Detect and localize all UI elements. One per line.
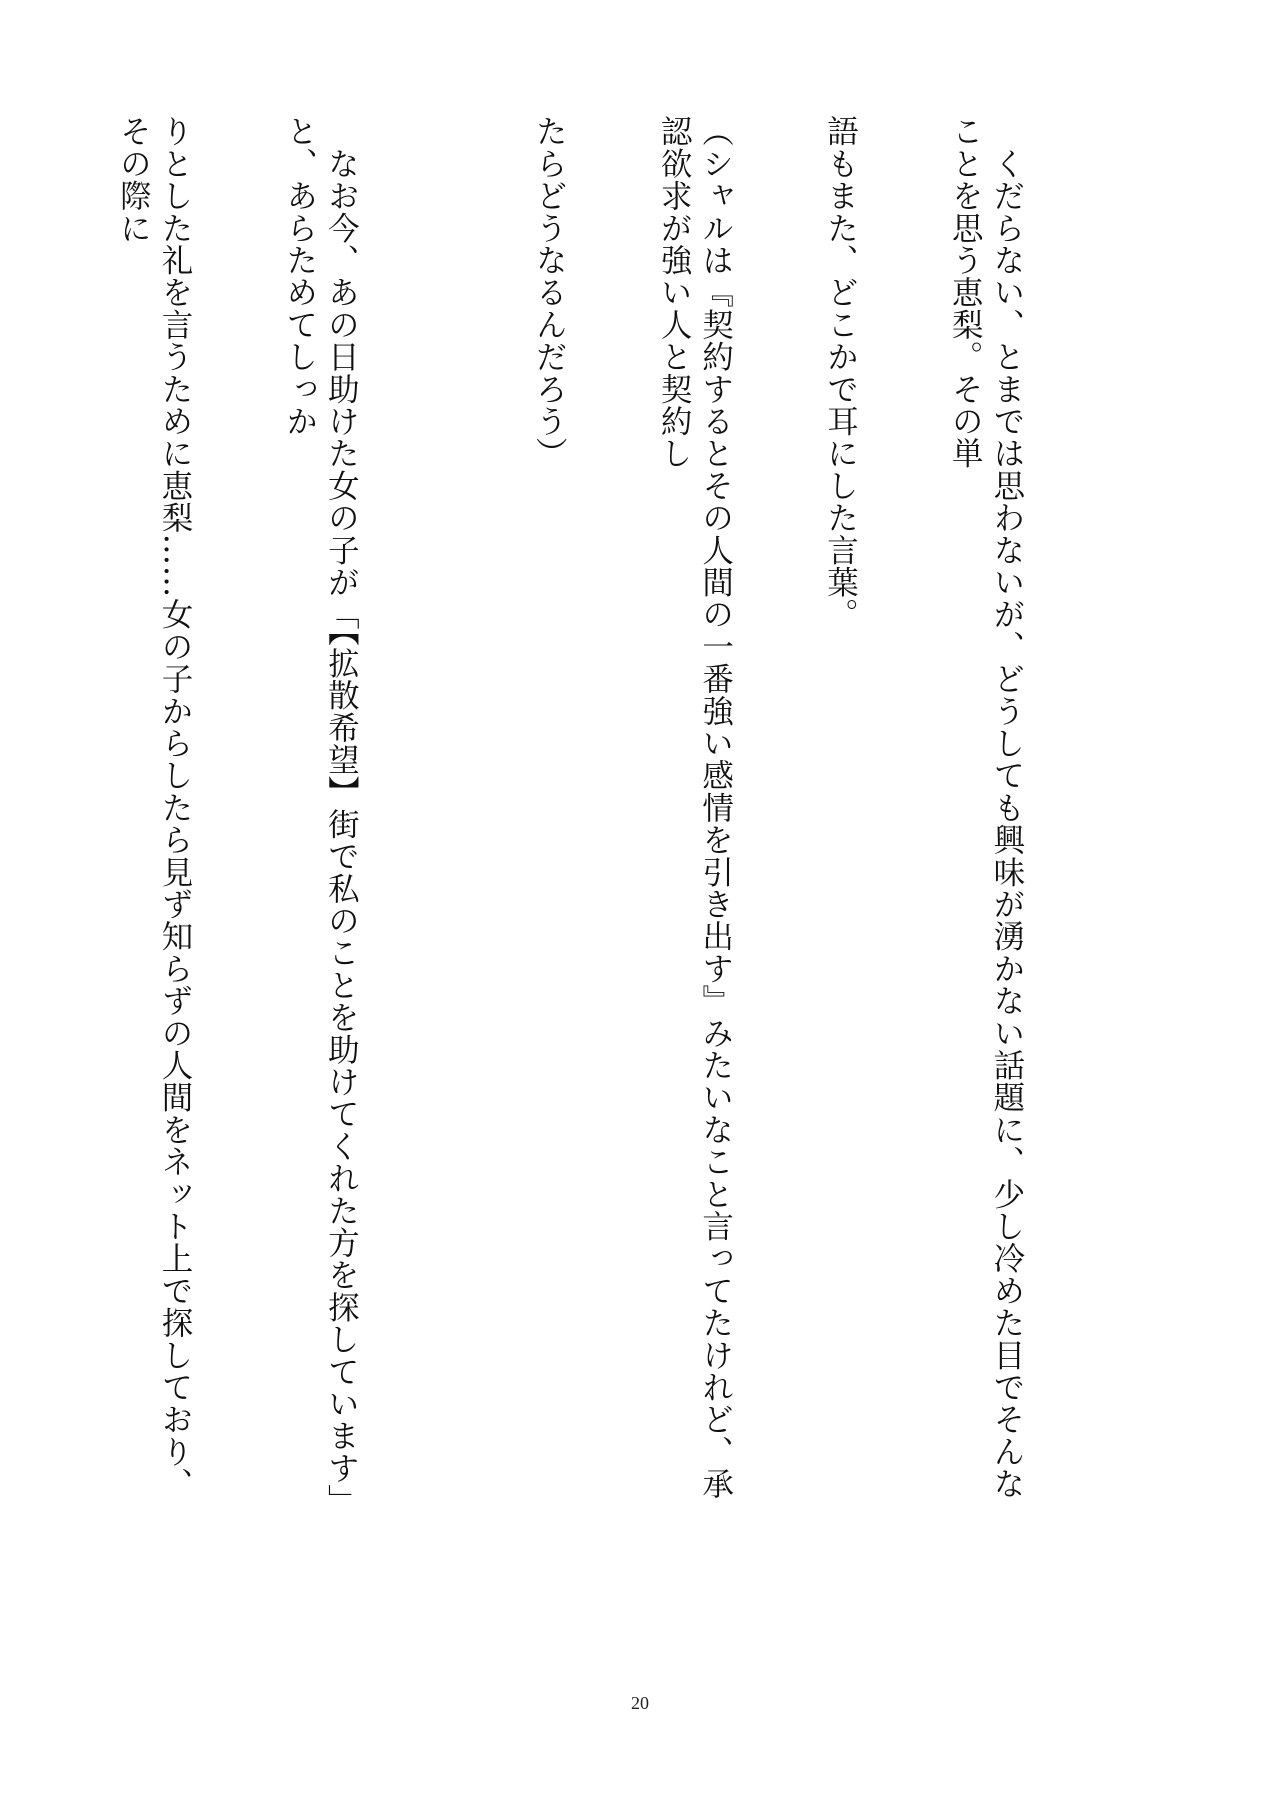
- text-line: （シャルは『契約するとその人間の一番強い感情を引き出す』みたいなこと言ってたけれど、承認欲求が強い人と契約し: [656, 115, 734, 1500]
- text-line: 語もまた、どこかで耳にした言葉。: [822, 115, 859, 631]
- text-line: りとした礼を言うために恵梨……女の子からしたら見ず知らずの人間をネット上で探しており、その際に: [115, 115, 193, 1500]
- text-line: くだらない、とまでは思わないが、どうしても興味が湧かない話題に、少し冷めた目でそんなことを思う恵梨。その単: [947, 115, 1025, 1500]
- text-line: なお今、あの日助けた女の子が「【拡散希望】街で私のことを助けてくれた方を探しています」と、あらためてしっか: [281, 115, 360, 1501]
- vertical-text-body: [115, 115, 1110, 1515]
- page-number: 20: [631, 1693, 649, 1713]
- text-line: たらどうなるんだろう）: [531, 115, 568, 470]
